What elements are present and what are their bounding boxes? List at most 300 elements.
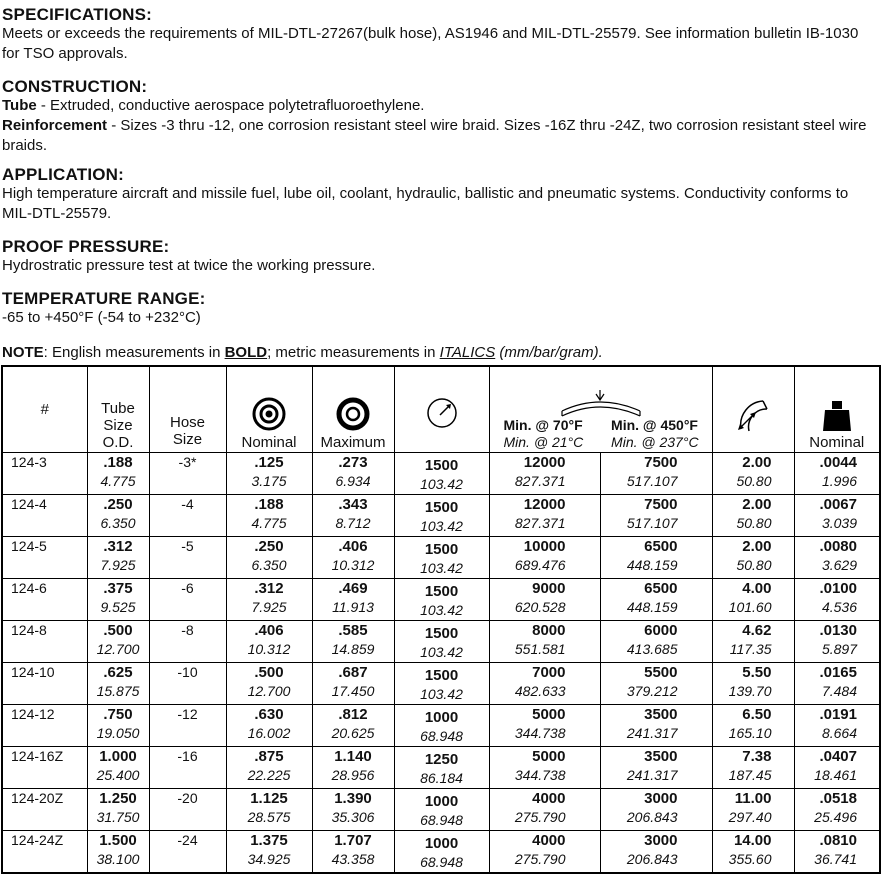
- nom-english: .188: [254, 496, 284, 513]
- b70-english: 12000: [523, 496, 566, 513]
- wt-cell: [794, 705, 880, 747]
- b70-metric: 344.738: [514, 725, 566, 741]
- bend-cell: [712, 453, 794, 495]
- b70-metric: 620.528: [514, 599, 566, 615]
- table-row: [2, 705, 880, 747]
- b70-cell: [489, 453, 600, 495]
- min-21c-label: Min. @ 21°C: [503, 434, 584, 450]
- b450-cell: [600, 621, 712, 663]
- tube-english: .625: [103, 664, 133, 681]
- wt-metric: 7.484: [821, 683, 857, 699]
- part-number-cell: 124-24Z: [2, 831, 87, 874]
- wt-cell: [794, 831, 880, 874]
- nominal-id-header: [226, 366, 312, 453]
- table-row: [2, 453, 880, 495]
- b70-cell: [489, 621, 600, 663]
- b70-metric: 275.790: [514, 809, 566, 825]
- b450-metric: 379.212: [626, 683, 678, 699]
- bend-metric: 50.80: [736, 557, 772, 573]
- wt-cell: [794, 789, 880, 831]
- tube-metric: 6.350: [100, 515, 136, 531]
- b70-cell: [489, 705, 600, 747]
- bend-english: 2.00: [742, 496, 772, 513]
- b450-cell: [600, 705, 712, 747]
- tube-size-line1: Tube: [101, 400, 135, 417]
- b450-metric: 448.159: [626, 557, 678, 573]
- nom-english: .125: [254, 454, 284, 471]
- max-cell: [312, 453, 394, 495]
- tube-cell: [87, 789, 149, 831]
- tube-cell: [87, 831, 149, 874]
- op-cell: [394, 495, 489, 537]
- wt-english: .0080: [819, 538, 857, 555]
- outside-diameter-icon: [335, 396, 371, 432]
- tube-english: .500: [103, 622, 133, 639]
- nom-cell: [226, 537, 312, 579]
- bend-english: 2.00: [742, 538, 772, 555]
- b70-cell: [489, 579, 600, 621]
- nom-english: .312: [254, 580, 284, 597]
- tube-size-line3: O.D.: [102, 434, 134, 451]
- wt-metric: 25.496: [814, 809, 857, 825]
- tube-cell: [87, 663, 149, 705]
- max-english: .687: [338, 664, 368, 681]
- max-english: .585: [338, 622, 368, 639]
- min-70f-label: Min. @ 70°F: [503, 417, 583, 433]
- nom-cell: [226, 789, 312, 831]
- tube-english: .188: [103, 454, 133, 471]
- hose-size-cell: -8: [149, 621, 226, 663]
- bend-cell: [712, 705, 794, 747]
- wt-english: .0165: [819, 664, 857, 681]
- max-cell: [312, 705, 394, 747]
- b70-cell: [489, 789, 600, 831]
- tube-english: .750: [103, 706, 133, 723]
- specifications-heading: SPECIFICATIONS:: [2, 5, 153, 24]
- b70-english: 12000: [523, 454, 566, 471]
- wt-english: .0100: [819, 580, 857, 597]
- hose-spec-table: [1, 365, 881, 874]
- bend-metric: 101.60: [728, 599, 772, 615]
- wt-cell: [794, 621, 880, 663]
- temperature-range-text: -65 to +450°F (-54 to +232°C): [2, 309, 201, 326]
- operating-pressure-header: [394, 366, 489, 453]
- tube-metric: 38.100: [96, 851, 140, 867]
- hose-size-cell: -3*: [149, 453, 226, 495]
- b450-english: 7500: [644, 454, 678, 471]
- tube-english: 1.500: [99, 832, 137, 849]
- b450-metric: 206.843: [626, 851, 678, 867]
- nom-cell: [226, 705, 312, 747]
- op-english: 1000: [424, 709, 459, 726]
- op-cell: [394, 621, 489, 663]
- bend-cell: [712, 537, 794, 579]
- bend-english: 11.00: [734, 790, 772, 807]
- bend-cell: [712, 663, 794, 705]
- table-row: [2, 663, 880, 705]
- b450-english: 3500: [644, 706, 678, 723]
- max-metric: 6.934: [335, 473, 371, 489]
- pressure-gauge-icon: [425, 396, 459, 430]
- op-cell: [394, 453, 489, 495]
- max-cell: [312, 621, 394, 663]
- wt-metric: 36.741: [814, 851, 857, 867]
- tube-english: .250: [103, 496, 133, 513]
- nom-english: .406: [254, 622, 284, 639]
- table-row: [2, 831, 880, 874]
- b70-metric: 689.476: [514, 557, 566, 573]
- nom-metric: 34.925: [247, 851, 291, 867]
- min-450f-label: Min. @ 450°F: [611, 417, 698, 433]
- b70-metric: 827.371: [514, 473, 566, 489]
- nom-metric: 28.575: [247, 809, 291, 825]
- table-row: [2, 621, 880, 663]
- bend-english: 6.50: [742, 706, 772, 723]
- table-row: [2, 747, 880, 789]
- max-cell: [312, 663, 394, 705]
- wt-cell: [794, 663, 880, 705]
- b70-english: 10000: [523, 538, 566, 555]
- max-english: .343: [338, 496, 368, 513]
- tube-metric: 31.750: [96, 809, 140, 825]
- b450-cell: [600, 579, 712, 621]
- nom-metric: 3.175: [251, 473, 287, 489]
- bend-cell: [712, 495, 794, 537]
- note-label: NOTE: [2, 344, 44, 361]
- b70-english: 8000: [532, 622, 566, 639]
- temperature-range-heading: TEMPERATURE RANGE:: [2, 289, 206, 308]
- max-metric: 43.358: [331, 851, 375, 867]
- b70-english: 5000: [532, 748, 566, 765]
- bend-english: 5.50: [742, 664, 772, 681]
- op-metric: 103.42: [420, 644, 463, 660]
- max-english: .406: [338, 538, 368, 555]
- b450-metric: 448.159: [626, 599, 678, 615]
- wt-metric: 3.039: [821, 515, 857, 531]
- op-cell: [394, 579, 489, 621]
- nom-metric: 16.002: [247, 725, 291, 741]
- wt-metric: 1.996: [821, 473, 857, 489]
- tube-cell: [87, 621, 149, 663]
- nom-english: .875: [254, 748, 284, 765]
- wt-english: .0067: [819, 496, 857, 513]
- wt-english: .0191: [819, 706, 857, 723]
- tube-metric: 12.700: [96, 641, 140, 657]
- part-number-cell: 124-12: [2, 705, 87, 747]
- op-metric: 103.42: [420, 476, 463, 492]
- op-english: 1500: [424, 541, 459, 558]
- b450-english: 5500: [644, 664, 678, 681]
- wt-english: .0130: [819, 622, 857, 639]
- hose-size-line2: Size: [172, 431, 203, 448]
- bend-metric: 117.35: [729, 641, 772, 657]
- tube-metric: 7.925: [100, 557, 136, 573]
- bend-cell: [712, 831, 794, 874]
- construction-heading: CONSTRUCTION:: [2, 77, 148, 96]
- b450-english: 7500: [644, 496, 678, 513]
- nom-english: 1.375: [250, 832, 288, 849]
- op-cell: [394, 663, 489, 705]
- b450-metric: 241.317: [626, 767, 678, 783]
- b70-cell: [489, 537, 600, 579]
- reinforcement-label: Reinforcement: [2, 117, 108, 134]
- op-cell: [394, 747, 489, 789]
- bend-english: 2.00: [742, 454, 772, 471]
- nom-metric: 6.350: [251, 557, 287, 573]
- bend-cell: [712, 747, 794, 789]
- wt-cell: [794, 537, 880, 579]
- part-number-cell: 124-3: [2, 453, 87, 495]
- tube-cell: [87, 579, 149, 621]
- weight-header: [794, 366, 880, 453]
- max-cell: [312, 831, 394, 874]
- op-cell: [394, 705, 489, 747]
- maximum-od-label: Maximum: [320, 434, 386, 451]
- max-cell: [312, 495, 394, 537]
- wt-english: .0407: [819, 748, 857, 765]
- table-header-row: [2, 366, 880, 453]
- bend-cell: [712, 621, 794, 663]
- note-text-2: ; metric measurements in: [267, 344, 440, 361]
- tube-cell: [87, 495, 149, 537]
- b450-cell: [600, 495, 712, 537]
- part-number-cell: 124-8: [2, 621, 87, 663]
- hose-size-header: [149, 366, 226, 453]
- construction-reinforcement: [2, 116, 878, 156]
- op-metric: 68.948: [420, 812, 463, 828]
- b70-metric: 482.633: [514, 683, 566, 699]
- bend-metric: 297.40: [728, 809, 772, 825]
- wt-cell: [794, 495, 880, 537]
- nom-cell: [226, 663, 312, 705]
- tube-label: Tube: [2, 97, 37, 114]
- part-number-cell: 124-20Z: [2, 789, 87, 831]
- table-row: [2, 789, 880, 831]
- op-metric: 103.42: [420, 560, 463, 576]
- b450-cell: [600, 789, 712, 831]
- b70-metric: 551.581: [514, 641, 566, 657]
- proof-pressure-text: Hydrostratic pressure test at twice the working pressure.: [2, 257, 376, 274]
- max-english: 1.390: [334, 790, 372, 807]
- b70-metric: 827.371: [514, 515, 566, 531]
- wt-english: .0044: [819, 454, 857, 471]
- wt-cell: [794, 453, 880, 495]
- note-line: [2, 344, 603, 362]
- burst-hose-icon: [490, 389, 713, 417]
- b450-cell: [600, 663, 712, 705]
- nom-cell: [226, 747, 312, 789]
- tube-english: 1.000: [99, 748, 137, 765]
- b450-metric: 241.317: [626, 725, 678, 741]
- b70-cell: [489, 663, 600, 705]
- max-english: 1.707: [334, 832, 372, 849]
- bend-english: 4.00: [742, 580, 772, 597]
- op-metric: 86.184: [420, 770, 463, 786]
- max-metric: 35.306: [331, 809, 375, 825]
- max-metric: 10.312: [331, 557, 375, 573]
- wt-cell: [794, 747, 880, 789]
- nom-metric: 22.225: [247, 767, 291, 783]
- b450-metric: 413.685: [626, 641, 678, 657]
- construction-section: [2, 78, 878, 156]
- wt-metric: 3.629: [821, 557, 857, 573]
- hose-size-cell: -12: [149, 705, 226, 747]
- op-english: 1250: [424, 751, 459, 768]
- op-english: 1500: [424, 667, 459, 684]
- tube-size-line2: Size: [103, 417, 133, 434]
- reinforcement-text: - Sizes -3 thru -12, one corrosion resistant steel wire braid. Sizes -16Z thru -24Z, two corrosion resistant steel wire braids.: [2, 117, 867, 154]
- nom-cell: [226, 621, 312, 663]
- part-number-cell: 124-16Z: [2, 747, 87, 789]
- bend-english: 7.38: [742, 748, 772, 765]
- nom-english: .250: [254, 538, 284, 555]
- maximum-od-header: [312, 366, 394, 453]
- b450-english: 6500: [644, 580, 678, 597]
- proof-pressure-heading: PROOF PRESSURE:: [2, 237, 170, 256]
- wt-metric: 18.461: [814, 767, 857, 783]
- nom-cell: [226, 453, 312, 495]
- specifications-text: Meets or exceeds the requirements of MIL-DTL-27267(bulk hose), AS1946 and MIL-DTL-25579. See information bulletin IB-1030 for TSO approvals.: [2, 25, 859, 62]
- nom-metric: 7.925: [251, 599, 287, 615]
- hose-size-cell: -16: [149, 747, 226, 789]
- max-cell: [312, 537, 394, 579]
- b450-cell: [600, 747, 712, 789]
- weight-label: Nominal: [809, 434, 865, 451]
- tube-size-header: [87, 366, 149, 453]
- table-row: [2, 537, 880, 579]
- max-metric: 11.913: [332, 599, 374, 615]
- op-metric: 68.948: [420, 728, 463, 744]
- b450-cell: [600, 537, 712, 579]
- b450-metric: 517.107: [626, 515, 678, 531]
- b450-metric: 517.107: [626, 473, 678, 489]
- op-english: 1500: [424, 583, 459, 600]
- tube-metric: 4.775: [100, 473, 136, 489]
- b450-english: 6500: [644, 538, 678, 555]
- b450-metric: 206.843: [626, 809, 678, 825]
- wt-metric: 8.664: [821, 725, 857, 741]
- op-metric: 103.42: [420, 518, 463, 534]
- max-english: .273: [338, 454, 368, 471]
- max-english: .469: [338, 580, 368, 597]
- wt-metric: 5.897: [821, 641, 857, 657]
- tube-metric: 25.400: [96, 767, 140, 783]
- bend-metric: 139.70: [728, 683, 772, 699]
- b450-english: 6000: [644, 622, 678, 639]
- note-bold-word: BOLD: [224, 344, 268, 361]
- application-text: High temperature aircraft and missile fuel, lube oil, coolant, hydraulic, ballistic and pneumatic systems. Conductivity conforms to MIL-DTL-25579.: [2, 185, 849, 222]
- bend-metric: 165.10: [728, 725, 772, 741]
- note-italic-word: ITALICS: [439, 344, 496, 361]
- min-237c-label: Min. @ 237°C: [611, 434, 699, 450]
- max-metric: 8.712: [335, 515, 371, 531]
- nom-cell: [226, 495, 312, 537]
- op-english: 1500: [424, 457, 459, 474]
- op-english: 1000: [424, 835, 459, 852]
- b70-cell: [489, 831, 600, 874]
- b450-cell: [600, 453, 712, 495]
- op-cell: [394, 537, 489, 579]
- bend-metric: 355.60: [728, 851, 772, 867]
- bend-metric: 187.45: [728, 767, 772, 783]
- tube-metric: 19.050: [96, 725, 140, 741]
- max-english: 1.140: [334, 748, 372, 765]
- note-text-1: : English measurements in: [43, 344, 225, 361]
- b70-cell: [489, 495, 600, 537]
- part-number-cell: 124-6: [2, 579, 87, 621]
- max-metric: 20.625: [331, 725, 375, 741]
- application-section: [2, 166, 878, 224]
- hose-size-cell: -24: [149, 831, 226, 874]
- op-metric: 103.42: [420, 602, 463, 618]
- tube-english: .375: [103, 580, 133, 597]
- nom-cell: [226, 579, 312, 621]
- bend-english: 14.00: [733, 832, 772, 849]
- bend-cell: [712, 789, 794, 831]
- bend-cell: [712, 579, 794, 621]
- op-cell: [394, 831, 489, 874]
- bend-radius-header: [712, 366, 794, 453]
- b70-metric: 344.738: [514, 767, 566, 783]
- nom-metric: 4.775: [251, 515, 287, 531]
- weight-icon: [822, 400, 852, 432]
- temperature-range-section: [2, 290, 878, 328]
- part-number-cell: 124-10: [2, 663, 87, 705]
- op-metric: 103.42: [420, 686, 463, 702]
- bend-radius-icon: [731, 395, 775, 435]
- tube-cell: [87, 705, 149, 747]
- max-english: .812: [338, 706, 368, 723]
- wt-english: .0518: [819, 790, 857, 807]
- tube-cell: [87, 537, 149, 579]
- nom-metric: 12.700: [247, 683, 291, 699]
- b450-english: 3000: [644, 790, 678, 807]
- nom-cell: [226, 831, 312, 874]
- part-number-header: #: [2, 366, 87, 453]
- part-number-cell: 124-4: [2, 495, 87, 537]
- b70-english: 9000: [532, 580, 566, 597]
- table-body: [2, 453, 880, 874]
- application-heading: APPLICATION:: [2, 165, 125, 184]
- nominal-id-label: Nominal: [241, 434, 297, 451]
- inside-diameter-icon: [251, 396, 287, 432]
- tube-metric: 9.525: [100, 599, 136, 615]
- proof-pressure-section: [2, 238, 878, 276]
- max-cell: [312, 747, 394, 789]
- max-metric: 17.450: [331, 683, 375, 699]
- specifications-section: [2, 6, 878, 64]
- hose-size-cell: -4: [149, 495, 226, 537]
- b70-english: 5000: [532, 706, 566, 723]
- b70-english: 7000: [532, 664, 566, 681]
- hose-size-cell: -5: [149, 537, 226, 579]
- op-english: 1500: [424, 625, 459, 642]
- nom-metric: 10.312: [247, 641, 291, 657]
- table-row: [2, 579, 880, 621]
- max-metric: 28.956: [331, 767, 375, 783]
- tube-english: .312: [103, 538, 133, 555]
- b70-metric: 275.790: [514, 851, 566, 867]
- nom-english: 1.125: [250, 790, 288, 807]
- b70-english: 4000: [532, 832, 566, 849]
- max-cell: [312, 579, 394, 621]
- part-number-cell: 124-5: [2, 537, 87, 579]
- max-metric: 14.859: [331, 641, 375, 657]
- wt-cell: [794, 579, 880, 621]
- b70-cell: [489, 747, 600, 789]
- note-text-3: (mm/bar/gram).: [495, 344, 603, 361]
- bend-metric: 50.80: [736, 473, 772, 489]
